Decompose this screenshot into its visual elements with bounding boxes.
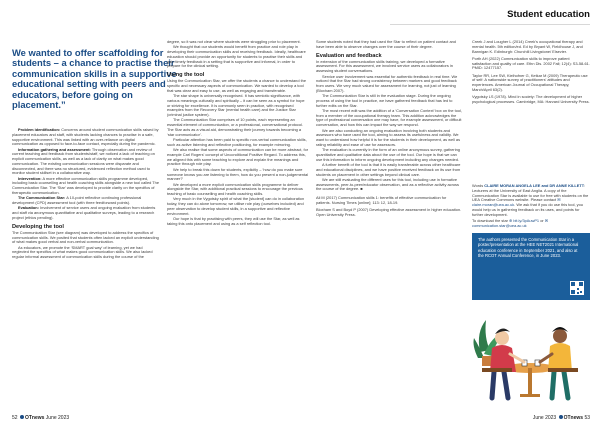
paragraph: Particular attention has been paid to specific non-verbal communication skills, such as active listening and reflective positioning, for example mirroring. bbox=[167, 137, 307, 147]
paragraph: We thought that our students would benefit from practice and role play in developing their communication skills and receiving feedback. Ideally, healthcare education should provide an opportunity for students to practise their skills and gain timely feedback in a setting that is supportive and informal, in order to prepare for the clinical setting. bbox=[167, 44, 306, 69]
reference: Ali M (2017) Communication skills 1: benefits of effective communication for patients. Nursing Times [online]; 113: 12, 18-19. bbox=[316, 195, 447, 205]
magazine-brand: OTnews bbox=[24, 415, 45, 421]
run-in-heading: Problem identification: bbox=[18, 128, 61, 132]
reference: Vygotsky LS (1978). Mind in society: The development of higher psychological processes. Cambridge, MA: Harvard University Press. bbox=[472, 94, 590, 105]
paragraph: We are still evaluating the different uses for this tool, including use in formative assessments, peer-to-peer/educator observation, and as a reflective activity across the course of the degree. ■ bbox=[316, 176, 459, 192]
subheading: Developing the tool bbox=[12, 223, 64, 230]
paragraph: The Communication Star comprises of 10 points, each representing an essential element of communication, or a professional, conversational protocol. The Star acts as a visual aid, demonstrating their journey towards becoming a ‘star communicator’. bbox=[167, 117, 304, 137]
email-link-2[interactable]: communication.star@uea.ac.uk bbox=[472, 223, 527, 228]
presentation-callout bbox=[472, 233, 590, 300]
author-bio: : Lecturers at the University of East Anglia. A copy of the Communication Star is available to use for free with students on the UEA Creative Commons website. Please contact bbox=[472, 183, 589, 203]
paragraph: The Communication Star (see diagram) was developed to address the specifics of communication skills. We posited that students often lacked an explicit understanding of what makes good verbal and non-verbal communication. bbox=[12, 229, 159, 245]
callout-text: The authors presented the Communication Star in a poster/presentation at the HEE NET2021 International education conference in September 2021, and also at the RCOT Annual Conference, in June 2023. bbox=[478, 237, 579, 258]
paragraph: Involvement of service users and ongoing evaluation from students and staff via anonymous quantitative and qualitative surveys, leading to a research project (ethics pending). bbox=[12, 205, 156, 220]
otnews-logo-icon bbox=[20, 415, 24, 419]
paragraph: Service user involvement was essential for authentic feedback in real time. We noticed that the Star had strong consistency between markers and good feedback from users. We very much valued for assessment for learning, not just of learning (Bloxham 2007). bbox=[316, 73, 458, 93]
paragraph: The most recent edit was the addition of a ‘Conversation Context’ box on the tool, from a member of the occupational therapy team. This addition acknowledges the type of professional conversation one may have, for example assessment, or difficult conversation, and how this can impact the way we respond. bbox=[316, 107, 462, 128]
issue-date: June 2023 bbox=[532, 415, 557, 421]
pull-quote: We wanted to offer scaffolding for students – a chance to practise their communication skills in a supportive educational setting with peers and educators, before going on placement.” bbox=[12, 47, 177, 111]
download-prefix: To download the star bbox=[472, 218, 508, 224]
paragraph: We developed a more explicit communication skills programme to deliver alongside the Star, with additional practical sessions to encourage the previous teaching of basic counselling and health coaching skills. bbox=[167, 181, 303, 197]
author-names: CLAIRE MORAN ANGELA LEE and DR ANNE KILLETT bbox=[484, 183, 585, 188]
otnews-logo-icon bbox=[559, 415, 563, 419]
column-3 bbox=[316, 40, 462, 402]
subheading: Using the tool bbox=[167, 72, 205, 79]
email-icon: ✉ bbox=[544, 218, 549, 224]
paragraph: The evaluation is currently in the form of an online anonymous survey, gathering quantitative and qualitative data about the use of the tool. Our hope is that we can use this information to inform ongoing development including any changes needed. bbox=[316, 147, 460, 162]
author-info bbox=[472, 184, 590, 229]
download-line bbox=[472, 219, 590, 229]
paragraph: A 10-point reflective continuing professional development (CPD) assessment tool (with three feedforward points). bbox=[12, 195, 142, 206]
paragraph: Very much in the Vygotsky spirit of what the [student] can do in collaboration today, they can do alone tomorrow, we utilise role play (ourselves included) and peer observation to develop student skills, in a supportive and reflective environment. bbox=[167, 196, 305, 216]
reference: Bloxham S and Boyd P (2007) Developing effective assessment in higher education. Open University Press. bbox=[316, 207, 462, 217]
paragraph: The star shape is universally recognised. It has semiotic significance, with various meanings culturally and spiritually – it can be seen as a symbol for hope or striving for excellence. It is commonly seen in practice, with recognised examples from the Recovery Star (mental health care) and the Justice Star (criminal justice system). bbox=[167, 93, 305, 118]
column-4-references bbox=[472, 40, 590, 180]
issue-date: June 2023 bbox=[45, 415, 70, 421]
footer-right bbox=[533, 415, 590, 421]
paragraph: A further benefit of the tool is that it is easily transferable across other healthcare and educational disciplines, and we have positive received feedback on its use from students on placement in other settings beyond clinical care. bbox=[316, 162, 461, 177]
qr-code-icon bbox=[570, 281, 584, 295]
paragraph: As educators, we promote the ‘SMART goal way’ of learning, yet we had neglected the specifics of what makes good communication skills. We also lacked regular informal assessment of communication skills during the course of the bbox=[12, 244, 153, 260]
paragraph: A more effective communication skills programme developed, including basic counselling and health coaching skills alongside a new tool called The Communication Star. The ‘Star’ was developed to provide clarity on the specifics of therapeutic communication. bbox=[12, 175, 159, 195]
footer-left bbox=[12, 415, 69, 421]
header-rule bbox=[390, 24, 590, 25]
paragraph: Our hope is that by practising with peers, they will use the Star, as well as taking this onto placement and using as a self reflection tool. bbox=[167, 216, 300, 226]
column-2 bbox=[167, 40, 309, 402]
paragraph: Concerns around student communication skills raised by placement educators and staff, with students lacking chances to practise in a safe, supportive environment. This was linked with an over-reliance on digital communication as opposed to face-to-face contact, especially during the pandemic. bbox=[12, 128, 159, 147]
paragraph: Some students noted that they had used the Star to reflect on patient contact and have been able to observe changes over the course of their degree. bbox=[316, 40, 456, 49]
section-title: Student education bbox=[507, 9, 590, 20]
paragraph: The Communication Star is still in the evaluation stage. During the ongoing process of using the tool in practice, we have gathered feedback that has led to further edits on the Star. bbox=[316, 93, 453, 108]
magazine-brand: OTnews bbox=[563, 415, 584, 421]
paragraph: We also realise that some aspects of communication can be more abstract, for example Carl Rogers’ concept of Unconditional Positive Regard. To address this, we aligned this with some teaching to explore and explain the meanings and practice through role play. bbox=[167, 147, 309, 167]
paragraph: We help to break this down for students, explicitly – ‘how do you make sure someone knows you are listening to them, how do you present a non-judgemental manner?’ bbox=[167, 166, 309, 182]
globe-icon: ⊕ bbox=[509, 218, 513, 224]
email-link[interactable]: claire.moran@uea.ac.uk bbox=[472, 202, 515, 207]
paragraph: Using the Communication Star, we offer the students a chance to understand the specific and necessary aspects of communication. We wanted to develop a tool that was clear and easy to use, as well as engaging and transferable. bbox=[167, 78, 306, 93]
people-talking-illustration bbox=[472, 302, 590, 406]
run-in-heading: Intervention: bbox=[18, 175, 42, 181]
reference: Creek J and Lougher L (2014) Creek’s occupational therapy and mental health. 5th edition/ed. Ed by Bryant W, Fieldhouse J, and Bannigan K. Edinburgh: Churchill Livingstone/ Elsevier. bbox=[472, 40, 583, 54]
authors-prefix: Words bbox=[472, 183, 484, 188]
column-1 bbox=[12, 128, 159, 400]
download-or: or bbox=[540, 218, 544, 224]
run-in-heading: The Communication Star: bbox=[18, 195, 66, 201]
references bbox=[316, 196, 462, 218]
paragraph: degree, so it was not clear where students were struggling prior to placement. bbox=[167, 40, 301, 44]
reference: Taylor RR, Lee SW, Kielhofner G, Ketkar M (2009) Therapeutic use of self: A nationwide survey of practitioners’ attitudes and experiences. American Journal of Occupational Therapy, March/April 63(2). bbox=[472, 72, 588, 92]
run-in-heading: Evaluation: bbox=[18, 205, 39, 211]
paragraph: In extension of the communication skills training, we developed a formative assessment. For this assessment, we involved service users as collaborators in assessing student conversations. bbox=[316, 58, 453, 74]
page-number: 53 bbox=[584, 415, 590, 421]
author-bio-continued: . We ask that if you do use this tool, you would help us in gathering feedback on its uses, and points for further development. bbox=[472, 202, 583, 217]
paragraph: We are also conducting an ongoing evaluation involving both students and assessors who have used the tool, aiming to assess its usefulness and validity. We want to understand how helpful it is for the students in their development, as well as rating reliability and ease of use for assessors. bbox=[316, 127, 461, 147]
page-number: 52 bbox=[12, 415, 18, 421]
paragraph: Through observation and review of current teaching and feedback from students/staff, we noticed a lack of teaching on explicit communication skills, as well as a lack of clarity on what makes good communication. The existing communication sessions were disparate and disconnected, and there was no structured, evidenced reflection method used to monitor student skillset in a collaborative way. bbox=[12, 146, 155, 176]
subheading: Evaluation and feedback bbox=[316, 52, 382, 59]
email-icon: ✉ bbox=[557, 197, 561, 203]
run-in-heading: Information gathering and assessment: bbox=[18, 146, 91, 152]
reference: Porth AH (2022) Communication skills to improve patient satisfaction and quality of care. Ethn Dis. 2002 Fall; 12(4): S3-58-61. PMID: 12477157. bbox=[472, 55, 590, 71]
download-link[interactable]: bit.ly/3pAuwP1 bbox=[513, 218, 540, 224]
